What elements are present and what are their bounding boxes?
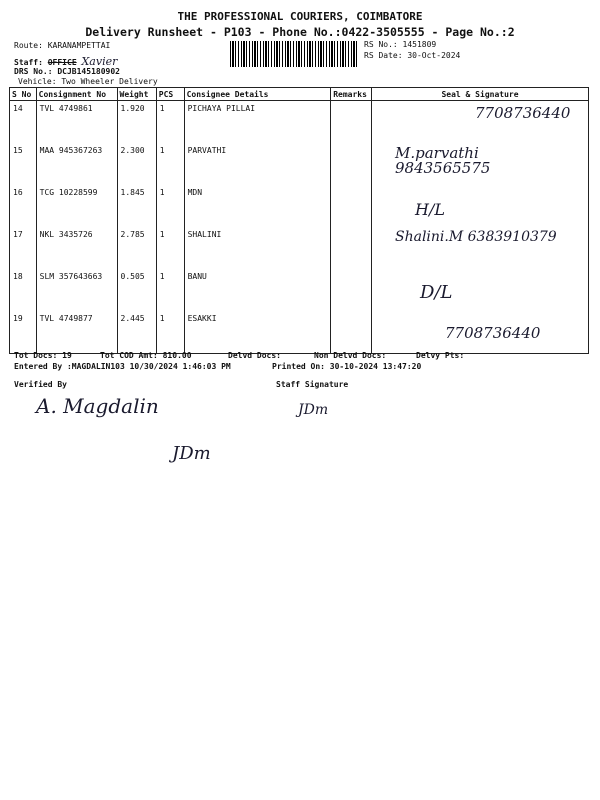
cell-consignee: PARVATHI [184,143,331,185]
cell-consignment: TVL 4749877 [36,311,117,354]
printed-on: Printed On: 30-10-2024 13:47:20 [272,362,422,371]
runsheet-subtitle: Delivery Runsheet - P103 - Phone No.:0422-3505555 - Page No.:2 [85,25,515,39]
staff-handwritten: Xavier [81,55,118,68]
cell-consignee: SHALINI [184,227,331,269]
col-sno: S No [10,88,37,101]
handwritten-signature: 7708736440 [475,104,571,122]
cell-weight: 1.845 [117,185,156,227]
non-delivered-docs: Non Delvd Docs: [314,351,387,360]
staff-office: OFFICE [47,58,77,67]
drs-number: DRS No.: DCJB145180902 [14,67,120,76]
handwritten-signature: D/L [420,282,453,303]
delivered-docs: Delvd Docs: [228,351,281,360]
cell-consignment: TCG 10228599 [36,185,117,227]
cell-sno: 18 [10,269,37,311]
rs-number: RS No.: 1451809 [364,40,437,49]
runsheet-table [9,87,589,354]
tot-docs: Tot Docs: 19 [14,351,72,360]
tot-cod-amount: Tot COD Amt: 810.00 [100,351,192,360]
table-row [10,227,589,269]
cell-signature [372,101,589,144]
entered-by: Entered By :MAGDALIN103 10/30/2024 1:46:03 PM [14,362,231,371]
cell-weight: 2.445 [117,311,156,354]
cell-pcs: 1 [156,269,184,311]
handwritten-signature: 7708736440 [445,324,541,342]
handwritten-signature: M.parvathi 9843565575 [395,144,491,177]
cell-pcs: 1 [156,143,184,185]
cell-consignee: ESAKKI [184,311,331,354]
cell-remarks [331,101,372,144]
rs-date: RS Date: 30-Oct-2024 [364,51,461,60]
cell-sno: 19 [10,311,37,354]
cell-remarks [331,269,372,311]
cell-consignee: PICHAYA PILLAI [184,101,331,144]
cell-remarks [331,311,372,354]
cell-consignee: BANU [184,269,331,311]
cell-consignment: NKL 3435726 [36,227,117,269]
col-seal-signature: Seal & Signature [372,88,589,101]
cell-sno: 17 [10,227,37,269]
cell-signature [372,269,589,311]
barcode [230,41,358,67]
table-header-row [10,88,589,101]
col-pcs: PCS [156,88,184,101]
vehicle-text: Vehicle: Two Wheeler Delivery [18,77,158,86]
cell-signature [372,311,589,354]
cell-pcs: 1 [156,185,184,227]
cell-signature [372,143,589,185]
table-row [10,101,589,144]
cell-weight: 2.300 [117,143,156,185]
staff-label: Staff: [14,58,43,67]
cell-signature [372,185,589,227]
cell-pcs: 1 [156,101,184,144]
cell-weight: 2.785 [117,227,156,269]
cell-weight: 0.505 [117,269,156,311]
col-consignment: Consignment No [36,88,117,101]
cell-signature [372,227,589,269]
additional-signature: JDm [172,443,211,464]
cell-remarks [331,185,372,227]
handwritten-signature: H/L [415,200,445,219]
col-remarks: Remarks [331,88,372,101]
company-title: THE PROFESSIONAL COURIERS, COIMBATORE [177,10,423,23]
verified-by-label: Verified By [14,380,67,389]
table-row [10,269,589,311]
cell-consignment: MAA 945367263 [36,143,117,185]
route-text: Route: KARANAMPETTAI [14,41,111,50]
delivery-points: Delvy Pts: [416,351,465,360]
cell-consignment: SLM 357643663 [36,269,117,311]
cell-sno: 16 [10,185,37,227]
table-row [10,311,589,354]
verifier-signature: A. Magdalin [36,394,159,418]
cell-consignee: MDN [184,185,331,227]
cell-sno: 14 [10,101,37,144]
table-row [10,143,589,185]
cell-pcs: 1 [156,311,184,354]
handwritten-signature: Shalini.M 6383910379 [395,229,557,245]
cell-sno: 15 [10,143,37,185]
cell-remarks [331,227,372,269]
col-consignee: Consignee Details [184,88,331,101]
staff-signature-handwritten: JDm [298,402,329,418]
cell-remarks [331,143,372,185]
table-row [10,185,589,227]
cell-pcs: 1 [156,227,184,269]
staff-signature-label: Staff Signature [276,380,349,389]
col-weight: Weight [117,88,156,101]
cell-weight: 1.920 [117,101,156,144]
cell-consignment: TVL 4749861 [36,101,117,144]
